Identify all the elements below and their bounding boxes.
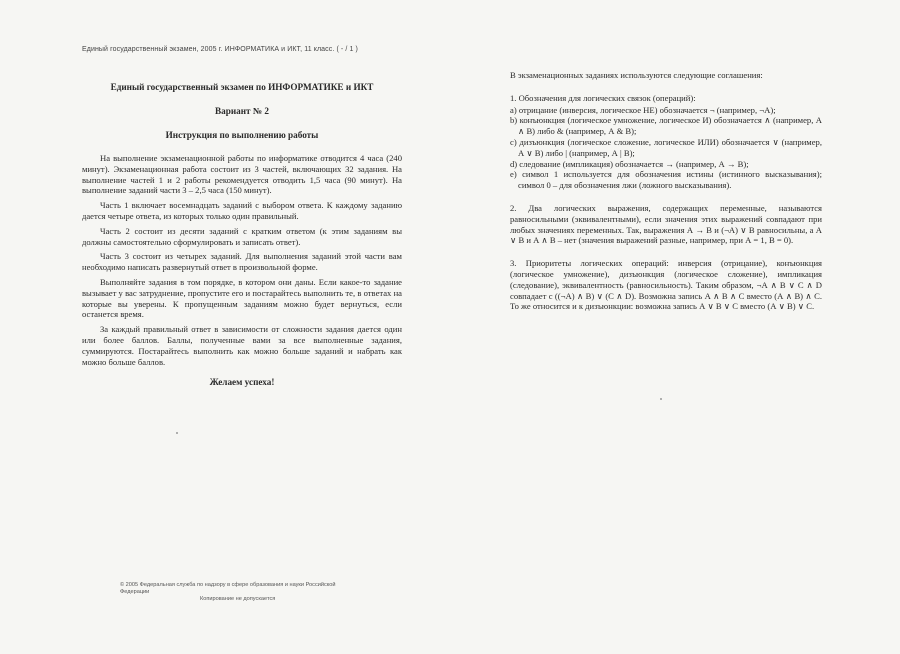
logic-notation-item: d) следование (импликация) обозначается → (например, А → В);	[510, 158, 749, 169]
section-1-heading: 1. Обозначения для логических связок (операций):	[510, 92, 696, 103]
logic-notation-item: e) символ 1 используется для обозначения истины (истинного высказывания); символ 0 – для обозначения лжи (ложного высказывания).	[510, 169, 822, 191]
instruction-paragraph: Часть 1 включает восемнадцать заданий с выбором ответа. К каждому заданию дается четыре ответа, из которых только один правильный.	[82, 200, 402, 221]
instruction-paragraph: За каждый правильный ответ в зависимости от сложности задания дается один или более баллов. Баллы, полученные вами за все выполненные задания, суммируются. Постарайтесь выполнить как можно больше заданий и набрать как можно больше баллов.	[82, 324, 402, 367]
copyright-line: © 2005 Федеральная служба по надзору в сфере образования и науки Российской Федерации	[120, 582, 336, 595]
variant-heading: Вариант № 2	[215, 106, 269, 116]
scan-speck	[660, 398, 662, 400]
logic-notation-item: b) конъюнкция (логическое умножение, логическое И) обозначается ∧ (например, А ∧ В) либо & (например, А & В);	[510, 115, 822, 137]
good-luck-text: Желаем успеха!	[209, 377, 275, 388]
instruction-paragraph: Часть 3 состоит из четырех заданий. Для выполнения заданий этой части вам необходимо написать развернутый ответ в произвольной форме.	[82, 251, 402, 273]
section-3-text: 3. Приоритеты логических операций: инверсия (отрицание), конъюнкция (логическое умножение), дизъюнкция (логическое сложение), импликация (следование), эквивалентность (равносильность). Таким образом, ¬А ∧ В ∨ С ∧ D совпадает с ((¬А) ∧ В) ∨ (С ∧ D). Возможна запись А ∧ В ∧ С вместо (А ∧ В) ∧ С. То же относится и к дизъюнкции: возможна запись А ∨ В ∨ С вместо (А ∨ В) ∨ С.	[510, 258, 822, 312]
logic-notation-item: c) дизъюнкция (логическое сложение, логическое ИЛИ) обозначается ∨ (например, А ∨ В) либо | (например, А | В);	[510, 136, 822, 158]
instruction-paragraph: Часть 2 состоит из десяти заданий с кратким ответом (к этим заданиям вы должны самостоятельно сформулировать и записать ответ).	[82, 225, 402, 247]
instructions-heading: Инструкция по выполнению работы	[165, 130, 319, 140]
instruction-paragraph: На выполнение экзаменационной работы по информатике отводится 4 часа (240 минут). Экзаменационная работа состоит из 3 частей, включающих 32 задания. На выполнение частей 1 и 2 работы рекомендуется отводить 1,5 часа (90 минут). На выполнение заданий части 3 – 2,5 часа (150 минут).	[82, 153, 402, 196]
copy-notice: Копирование не допускается	[200, 596, 276, 602]
right-column	[510, 70, 822, 312]
section-2-text: 2. Два логических выражения, содержащих переменные, называются равносильными (эквивалентными), если значения этих выражений совпадают при любых значениях переменных. Так, выражения А → В и (¬А) ∨ В равносильны, а А ∨ В и А ∧ В – нет (значения выражений разные, например, при А = 1, В = 0).	[510, 202, 822, 246]
exam-title: Единый государственный экзамен по ИНФОРМАТИКЕ и ИКТ	[110, 82, 374, 92]
conventions-intro: В экзаменационных заданиях используются следующие соглашения:	[510, 70, 763, 80]
copyright-footer	[120, 582, 360, 603]
left-column	[82, 82, 402, 387]
logic-notation-item: a) отрицание (инверсия, логическое НЕ) обозначается ¬ (например, ¬А);	[510, 104, 776, 115]
scan-speck	[176, 432, 178, 434]
instruction-paragraph: Выполняйте задания в том порядке, в котором они даны. Если какое-то задание вызывает у вас затруднение, пропустите его и постарайтесь выполнить те, в ответах на которые вы уверены. К пропущенным заданиям можно будет вернуться, если останется время.	[82, 276, 402, 320]
page-header: Единый государственный экзамен, 2005 г. ИНФОРМАТИКА и ИКТ, 11 класс. ( - / 1 )	[82, 46, 358, 53]
